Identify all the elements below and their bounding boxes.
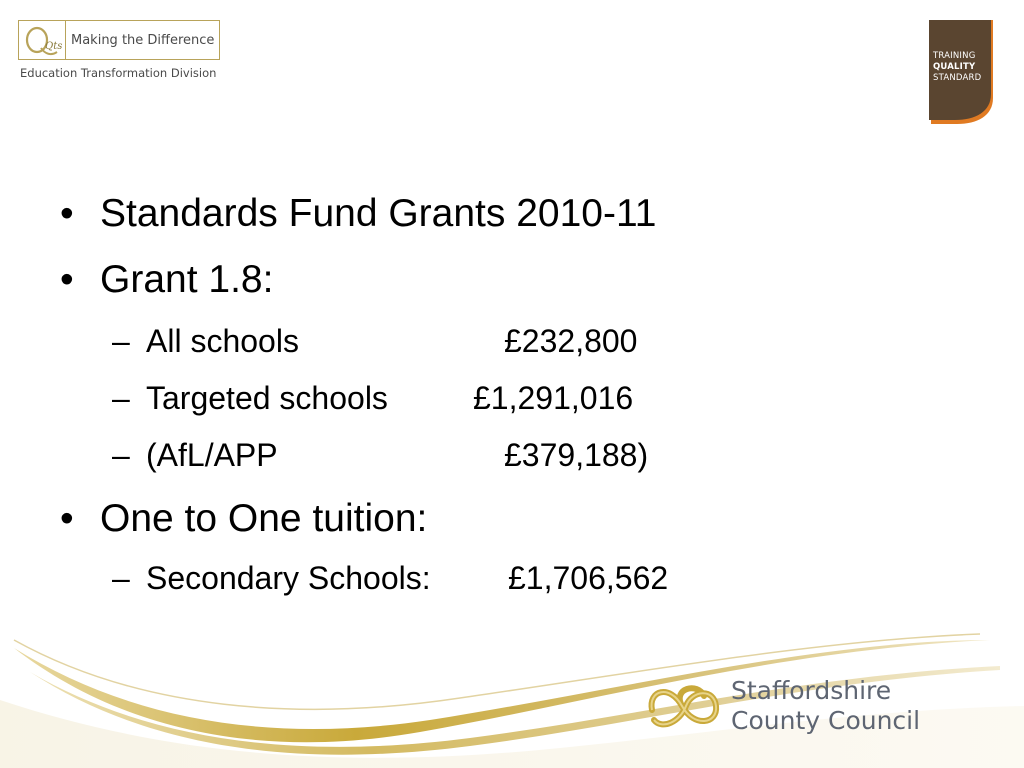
item-amount: £232,800	[504, 323, 638, 359]
item-amount: £1,706,562	[508, 560, 669, 596]
item-label: Secondary Schools:	[146, 560, 431, 596]
item-label: (AfL/APP	[146, 437, 278, 473]
dash-symbol: –	[112, 560, 130, 596]
dash-symbol: –	[112, 323, 130, 359]
badge-line-training: TRAINING	[933, 51, 976, 61]
bullet-text: Standards Fund Grants 2010-11	[100, 192, 657, 235]
qts-tagline: Making the Difference	[71, 33, 215, 48]
item-label: All schools	[146, 323, 299, 359]
item-amount: £1,291,016	[473, 380, 634, 416]
dash-symbol: –	[112, 380, 130, 416]
council-name-line1: Staffordshire	[731, 676, 892, 705]
staffordshire-county-council-logo	[642, 672, 921, 744]
dash-symbol: –	[112, 437, 130, 473]
badge-line-quality: QUALITY	[933, 62, 976, 72]
bullet-text: Grant 1.8:	[100, 258, 274, 301]
council-name-line2: County Council	[731, 706, 921, 735]
bullet-symbol: •	[60, 497, 74, 540]
stafford-knot-icon	[642, 676, 726, 740]
item-label: Targeted schools	[146, 380, 388, 416]
qts-emblem-letters: Qts	[45, 41, 63, 52]
bullet-symbol: •	[60, 192, 74, 235]
badge-line-standard: STANDARD	[933, 73, 982, 83]
bullet-text: One to One tuition:	[100, 497, 428, 540]
item-amount: £379,188)	[504, 437, 649, 473]
bullet-symbol: •	[60, 258, 74, 301]
qts-division-name: Education Transformation Division	[20, 66, 217, 80]
